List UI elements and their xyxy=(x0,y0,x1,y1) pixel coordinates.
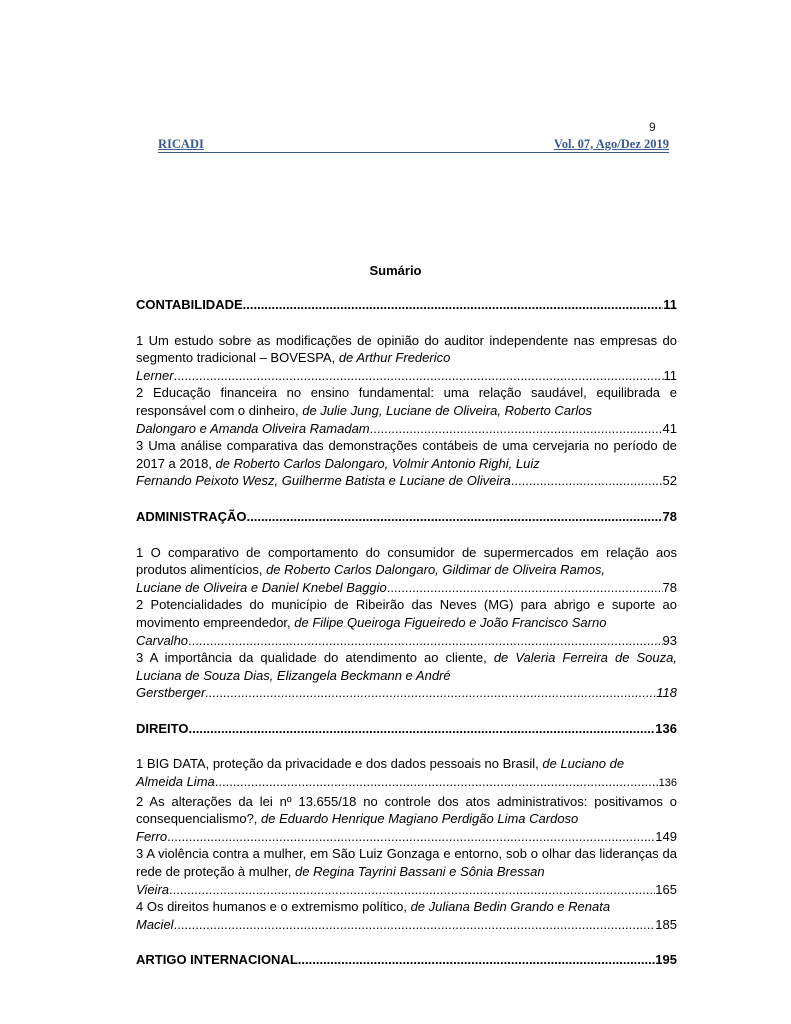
entry-authors-tail: Ferro xyxy=(136,828,168,844)
entry-page: 41 xyxy=(662,420,677,436)
toc-entry[interactable] xyxy=(136,384,677,437)
dot-leader xyxy=(167,828,655,846)
entry-title: 2 As alterações da lei nº 13.655/18 no controle dos atos administrativos: positivamos o consequencialismo?, xyxy=(136,793,677,827)
section-entries xyxy=(136,332,677,490)
section-heading-contabilidade[interactable] xyxy=(136,296,677,314)
entry-title: 3 Uma análise comparativa das demonstrações contábeis de uma cervejaria no período de 2017 a 2018, xyxy=(136,438,677,471)
dot-leader xyxy=(247,508,663,526)
entry-page: 78 xyxy=(662,579,677,595)
entry-title: 3 A violência contra a mulher, em São Luiz Gonzaga e entorno, sob o olhar das lideranças da rede de proteção à mulher, xyxy=(136,846,677,880)
entry-authors: de Valeria Ferreira de Souza, Luciana de Souza Dias, Elizangela Beckmann e André xyxy=(136,650,677,683)
dot-leader xyxy=(188,632,663,650)
dot-leader xyxy=(243,296,664,314)
dot-leader xyxy=(298,951,656,969)
entry-page: 52 xyxy=(662,473,677,489)
entry-title: 1 Um estudo sobre as modificações de opinião do auditor independente nas empresas do segmento tradicional – BOVESPA, xyxy=(136,332,677,366)
entry-title: 1 BIG DATA, proteção da privacidade e dos dados pessoais no Brasil, xyxy=(136,756,539,772)
toc-entry[interactable] xyxy=(136,544,677,597)
entry-authors: de Arthur Frederico xyxy=(338,350,451,366)
section-heading-direito[interactable] xyxy=(136,720,677,738)
entry-authors-tail: Almeida Lima xyxy=(136,774,215,790)
section-title: DIREITO xyxy=(136,720,189,736)
entry-authors: de Roberto Carlos Dalongaro, Volmir Antonio Righi, Luiz xyxy=(215,455,540,471)
entry-authors: de Julie Jung, Luciane de Oliveira, Roberto Carlos xyxy=(302,402,592,418)
entry-title: 4 Os direitos humanos e o extremismo político, xyxy=(136,899,407,915)
table-of-contents xyxy=(136,296,677,969)
dot-leader xyxy=(174,367,664,385)
entry-title: 1 O comparativo de comportamento do consumidor de supermercados em relação aos produtos alimentícios, xyxy=(136,544,677,578)
toc-entry[interactable] xyxy=(136,437,677,490)
toc-entry[interactable] xyxy=(136,596,677,649)
toc-title: Sumário xyxy=(369,263,422,278)
section-page: 11 xyxy=(663,297,677,312)
entry-page: 165 xyxy=(655,881,677,897)
section-page: 78 xyxy=(662,508,677,524)
entry-page: 118 xyxy=(656,685,677,701)
section-heading-administracao[interactable] xyxy=(136,508,677,526)
running-header xyxy=(158,136,669,153)
entry-authors-tail: Lerner xyxy=(136,367,174,383)
section-heading-artigo-internacional[interactable] xyxy=(136,951,677,969)
entry-authors: de Regina Tayrini Bassani e Sônia Bressan xyxy=(295,864,545,880)
entry-page: 93 xyxy=(662,632,677,648)
entry-authors: de Roberto Carlos Dalongaro, Gildimar de Oliveira Ramos, xyxy=(266,562,605,578)
entry-page: 185 xyxy=(655,916,677,932)
entry-authors: de Filipe Queiroga Figueiredo e João Francisco Sarno xyxy=(294,614,607,630)
dot-leader xyxy=(174,916,656,934)
section-entries xyxy=(136,544,677,702)
dot-leader xyxy=(215,773,659,791)
entry-authors-tail: Fernando Peixoto Wesz, Guilherme Batista e Luciane de Oliveira xyxy=(136,473,511,489)
entry-title: 2 Potencialidades do município de Ribeirão das Neves (MG) para abrigo e suporte ao movimento empreendedor, xyxy=(136,597,677,630)
dot-leader xyxy=(189,720,656,738)
entry-authors-tail: Dalongaro e Amanda Oliveira Ramadam xyxy=(136,420,370,436)
entry-authors-tail: Vieira xyxy=(136,881,170,897)
dot-leader xyxy=(511,472,663,490)
entry-authors-tail: Carvalho xyxy=(136,632,189,648)
page-number: 9 xyxy=(649,120,656,134)
dot-leader xyxy=(387,579,663,597)
entry-authors: de Eduardo Henrique Magiano Perdigão Lima Cardoso xyxy=(261,811,579,827)
toc-entry[interactable] xyxy=(136,793,677,846)
section-title: ARTIGO INTERNACIONAL xyxy=(136,952,298,968)
toc-entry[interactable] xyxy=(136,898,677,933)
section-entries xyxy=(136,755,677,933)
section-page: 136 xyxy=(655,720,677,736)
section-title: ADMINISTRAÇÃO xyxy=(136,508,247,524)
journal-name: RICADI xyxy=(158,137,204,151)
dot-leader xyxy=(205,684,656,702)
volume-info: Vol. 07, Ago/Dez 2019 xyxy=(553,137,669,151)
entry-title: 3 A importância da qualidade do atendimento ao cliente, xyxy=(136,650,487,666)
dot-leader xyxy=(370,420,663,438)
entry-page: 149 xyxy=(655,828,677,844)
section-title: CONTABILIDADE xyxy=(136,297,243,312)
toc-entry[interactable] xyxy=(136,845,677,898)
dot-leader xyxy=(169,881,655,899)
entry-page: 11 xyxy=(663,367,677,383)
entry-authors-tail: Maciel xyxy=(136,916,174,932)
toc-entry[interactable] xyxy=(136,332,677,385)
toc-entry[interactable] xyxy=(136,755,677,792)
entry-authors: de Luciano de xyxy=(542,756,625,772)
entry-authors-tail: Luciane de Oliveira e Daniel Knebel Baggio xyxy=(136,579,387,595)
entry-authors: de Juliana Bedin Grando e Renata xyxy=(410,899,611,915)
entry-authors-tail: Gerstberger xyxy=(136,685,206,701)
section-page: 195 xyxy=(655,952,677,968)
toc-entry[interactable] xyxy=(136,649,677,702)
entry-title: 2 Educação financeira no ensino fundamental: uma relação saudável, equilibrada e responsável com o dinheiro, xyxy=(136,385,677,418)
entry-page: 136 xyxy=(658,777,677,790)
